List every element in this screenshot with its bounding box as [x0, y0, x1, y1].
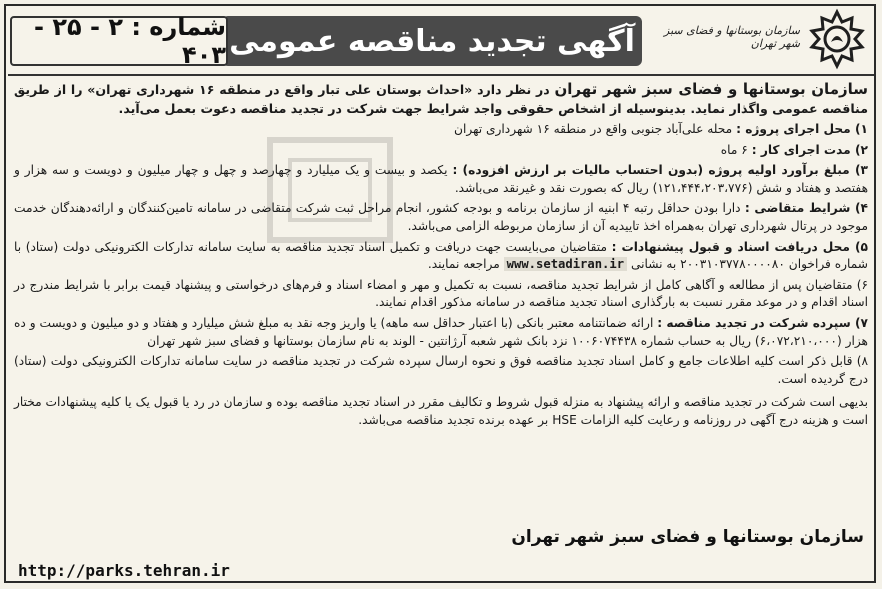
banner-title: آگهی تجدید مناقصه عمومی — [229, 23, 635, 59]
item-5-text: متقاضیان می‌بایست جهت دریافت و تکمیل اسناد تجدید مناقصه به سایت سامانه تدارکات الکترونیکی دولت (ستاد) با شماره فراخوان ۲۰۰۳۱۰۳۷۷۸۰۰۰۰۸۰ به نشانی — [14, 239, 868, 272]
header — [8, 6, 874, 78]
setadiran-link[interactable]: www.setadiran.ir — [504, 257, 627, 271]
item-7 — [14, 315, 868, 350]
intro-paragraph — [14, 80, 868, 118]
organization-name-script: سازمان بوستانها و فضای سبز شهر تهران — [664, 24, 800, 50]
item-5-title: ۵) محل دریافت اسناد و قبول پیشنهادات : — [611, 239, 868, 254]
item-7-title: ۷) سپرده شرکت در تجدید مناقصه : — [657, 315, 868, 330]
item-3-text: یکصد و بیست و یک میلیارد و چهارصد و چهل و چهار میلیون و دویست و سه هزار و هفتصد و هفتاد و شش (۱۲۱،۴۴۴،۲۰۳،۷۷۶) ریال که بصورت نقد و غیرنقد می‌باشد. — [14, 163, 868, 195]
item-1 — [14, 121, 868, 139]
item-7-text: ارائه ضمانتنامه معتبر بانکی (با اعتبار حداقل سه ماهه) یا واریز وجه نقد به مبلغ شش میلیارد و هفتاد و دو میلیون و دویست و ده هزار (۶،۰۷۲،۲۱۰،۰۰۰) ریال به حساب شماره ۱۰۰۶۰۷۴۴۳۸ نزد بانک شهر شعبه آرژانتین - الوند به نام سازمان بوستانها و فضای سبز شهر تهران — [14, 315, 868, 348]
notice-number-box — [10, 13, 228, 69]
item-6-text: ۶) متقاضیان پس از مطالعه و آگاهی کامل از شرایط تجدید مناقصه، نسبت به تکمیل و مهر و امضاء اسناد و فرم‌های درخواستی و پیشنهاد قیمت برابر با شرایط مندرج در اسناد اقدام و در موعد مقرر نسبت به بارگذاری اسناد تجدید مناقصه در سامانه مذکور اقدام نمایند. — [14, 277, 868, 310]
item-5-after: مراجعه نمایند. — [427, 257, 504, 272]
notice-body — [14, 80, 868, 433]
intro-text: در نظر دارد «احداث بوستان علی تبار واقع در منطقه ۱۶ شهرداری تهران» را از طریق مناقصه عمومی واگذار نماید. بدینوسیله از اشخاص حقوقی واجد شرایط جهت شرکت در تجدید مناقصه دعوت بعمل می‌آید. — [14, 82, 868, 116]
item-2-text: ۶ ماه — [720, 142, 752, 157]
item-1-title: ۱) محل اجرای پروژه : — [736, 122, 868, 136]
item-3-title: ۳) مبلغ برآورد اولیه پروژه (بدون احتساب مالیات بر ارزش افزوده) : — [452, 163, 868, 178]
intro-lead: سازمان بوستانها و فضای سبز شهر تهران — [554, 80, 868, 98]
header-divider — [8, 74, 874, 76]
item-5 — [14, 239, 868, 274]
footer-organization: سازمان بوستانها و فضای سبز شهر تهران — [511, 527, 864, 547]
item-4-title: ۴) شرایط متقاضی : — [744, 201, 868, 216]
item-2-title: ۲) مدت اجرای کار : — [751, 142, 868, 157]
footer-website-link[interactable]: http://parks.tehran.ir — [18, 561, 230, 580]
item-8-text: ۸) قابل ذکر است کلیه اطلاعات جامع و کامل اسناد تجدید مناقصه فوق و نحوه ارسال سپرده شرکت در تجدید مناقصه در سایت سامانه تدارکات الکترونیکی دولت (ستاد) درج گردیده است. — [14, 354, 868, 386]
closing-paragraph: بدیهی است شرکت در تجدید مناقصه و ارائه پیشنهاد به منزله قبول شروط و تکالیف مقرر در اسناد تجدید مناقصه بوده و سازمان در رد یا قبول یک یا کلیه پیشنهادات مختار است و هزینه درج آگهی در روزنامه و رعایت کلیه الزامات HSE بر عهده برنده تجدید مناقصه می‌باشد. — [14, 395, 868, 427]
item-4 — [14, 200, 868, 235]
notice-number: شماره : ۲ - ۲۵ - ۴۰۳ — [34, 13, 226, 69]
item-6 — [14, 277, 868, 312]
item-2 — [14, 142, 868, 160]
title-banner — [222, 16, 642, 66]
item-1-text: محله علی‌آباد جنوبی واقع در منطقه ۱۶ شهرداری تهران — [454, 122, 737, 136]
item-4-text: دارا بودن حداقل رتبه ۴ ابنیه از سازمان برنامه و بودجه کشور، انجام مراحل ثبت شرکت متقاضی در سامانه تامین‌کنندگان و ارائه‌دهندگان خدمت موجود در پرتال شهرداری تهران به‌همراه اخذ تاییدیه آن از سازمان مربوطه الزامی می‌باشد. — [14, 201, 868, 233]
item-8 — [14, 353, 868, 388]
organization-logo-icon — [806, 8, 868, 70]
item-3 — [14, 162, 868, 197]
